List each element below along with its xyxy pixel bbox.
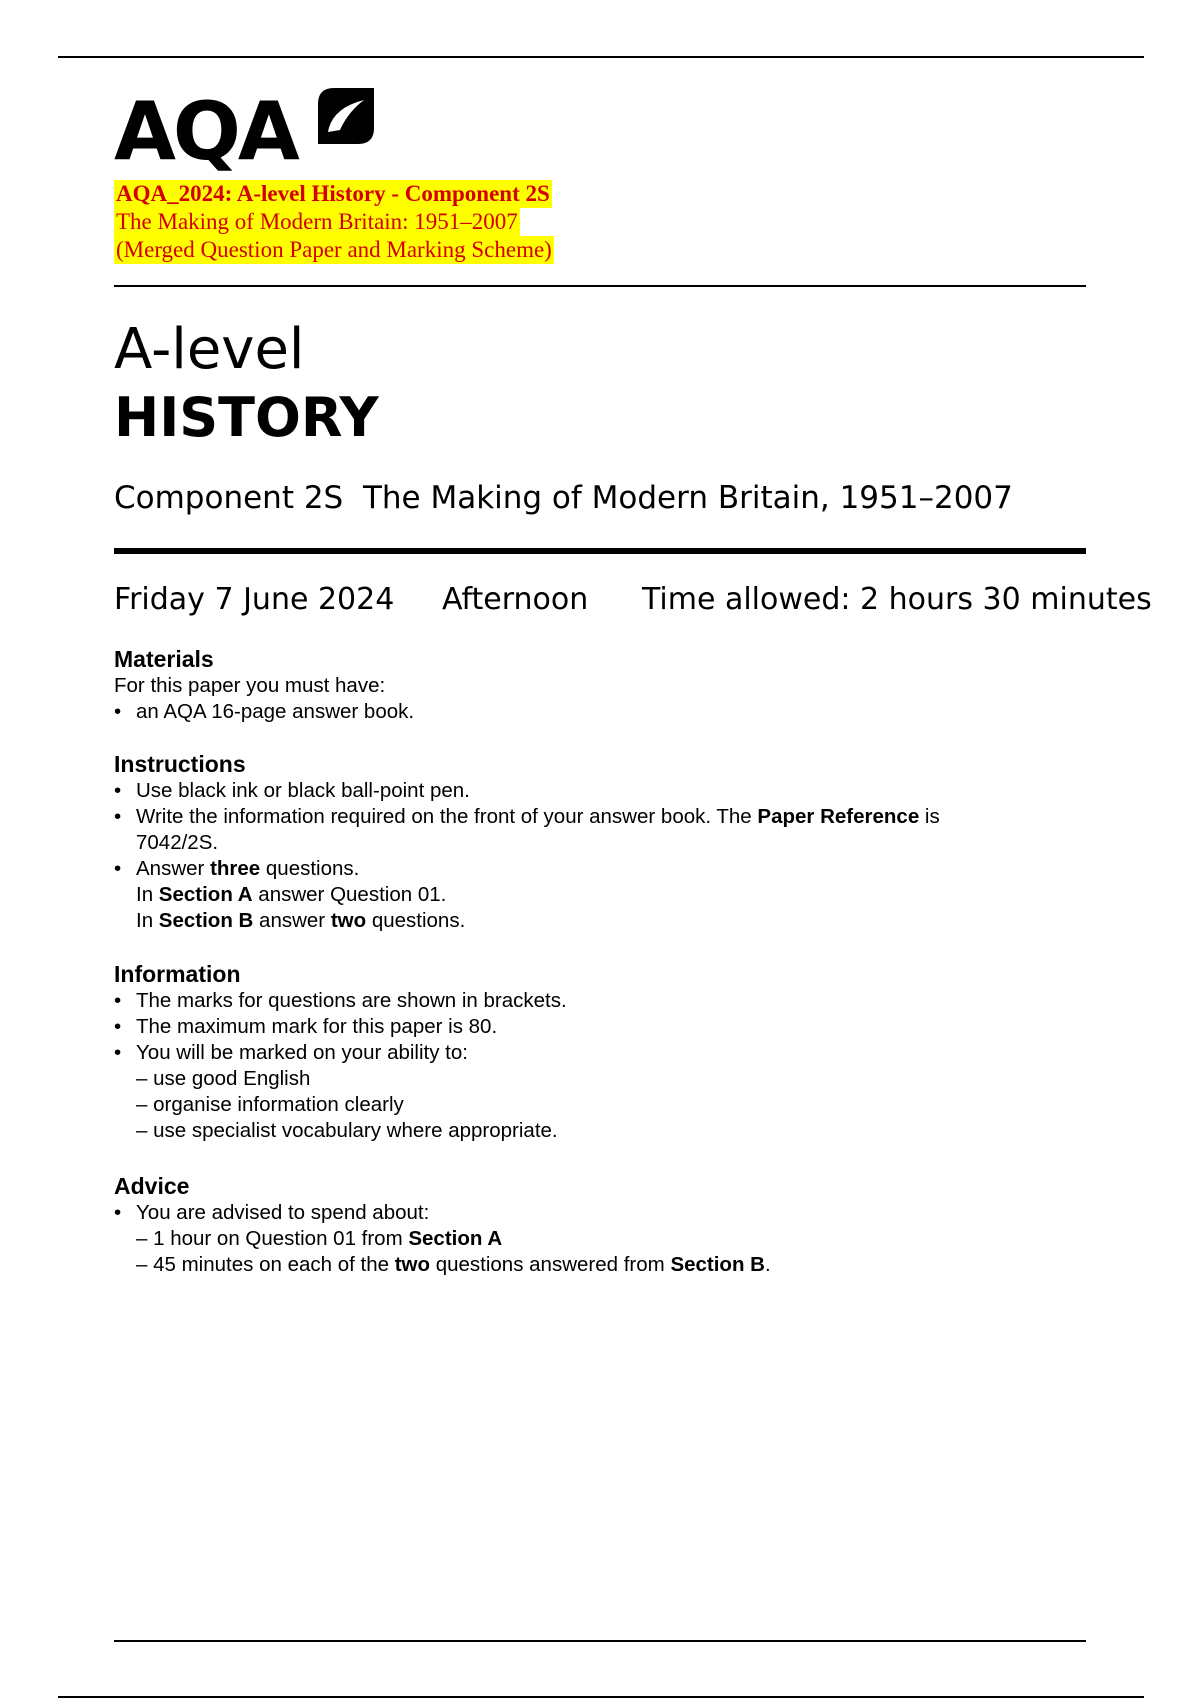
aqa-logo-text: AQA (114, 85, 297, 178)
instruction-section-b: In Section B answer two questions. (136, 909, 466, 932)
instruction-answer-book: • Write the information required on the front of your answer book. The Paper Reference is 7042/2S. (114, 804, 1074, 856)
aqa-logo (114, 85, 376, 180)
advice-section (114, 1172, 1074, 1278)
aqa-leaf-icon (318, 88, 374, 144)
information-sub-item: – use specialist vocabulary where appropriate. (136, 1119, 558, 1142)
advice-sub-item: – 45 minutes on each of the two questions answered from Section B. (136, 1253, 771, 1276)
highlight-line-1: AQA_2024: A-level History - Component 2S (116, 181, 550, 206)
information-sub-item: – use good English (136, 1067, 311, 1090)
instruction-section-a: In Section A answer Question 01. (136, 883, 447, 906)
materials-heading: Materials (114, 646, 214, 672)
information-section (114, 960, 1074, 1144)
information-sub-item: – organise information clearly (136, 1093, 404, 1116)
bottom-page-rule (58, 1696, 1144, 1698)
top-page-rule (58, 56, 1144, 58)
information-item: • The maximum mark for this paper is 80. (114, 1014, 1074, 1040)
highlighted-header (114, 180, 554, 264)
highlight-line-2: The Making of Modern Britain: 1951–2007 (116, 209, 518, 234)
component-title: Component 2S The Making of Modern Britain, 1951–2007 (114, 480, 1013, 516)
instructions-section (114, 750, 1074, 934)
information-heading: Information (114, 961, 241, 987)
advice-sub-item: – 1 hour on Question 01 from Section A (136, 1227, 503, 1250)
footer-rule (114, 1640, 1086, 1642)
information-item: • You will be marked on your ability to: (114, 1040, 1074, 1066)
instruction-answer-three: • Answer three questions. (114, 856, 1074, 882)
materials-intro: For this paper you must have: (114, 674, 386, 697)
materials-section (114, 645, 1074, 725)
subject-title: HISTORY (114, 386, 379, 449)
information-item: • The marks for questions are shown in brackets. (114, 988, 1074, 1014)
highlight-line-3: (Merged Question Paper and Marking Scheme) (116, 237, 552, 262)
exam-session: Afternoon (442, 582, 589, 617)
level-title: A-level (114, 317, 305, 382)
advice-item: • You are advised to spend about: (114, 1200, 1074, 1226)
advice-heading: Advice (114, 1173, 190, 1199)
time-allowed: Time allowed: 2 hours 30 minutes (642, 582, 1152, 617)
paper-reference: 7042/2S. (136, 831, 219, 854)
exam-date: Friday 7 June 2024 (114, 582, 395, 617)
materials-item: • an AQA 16-page answer book. (114, 699, 1074, 725)
thick-rule (114, 548, 1086, 554)
instruction-ink: • Use black ink or black ball-point pen. (114, 778, 1074, 804)
header-rule (114, 285, 1086, 287)
instructions-heading: Instructions (114, 751, 246, 777)
